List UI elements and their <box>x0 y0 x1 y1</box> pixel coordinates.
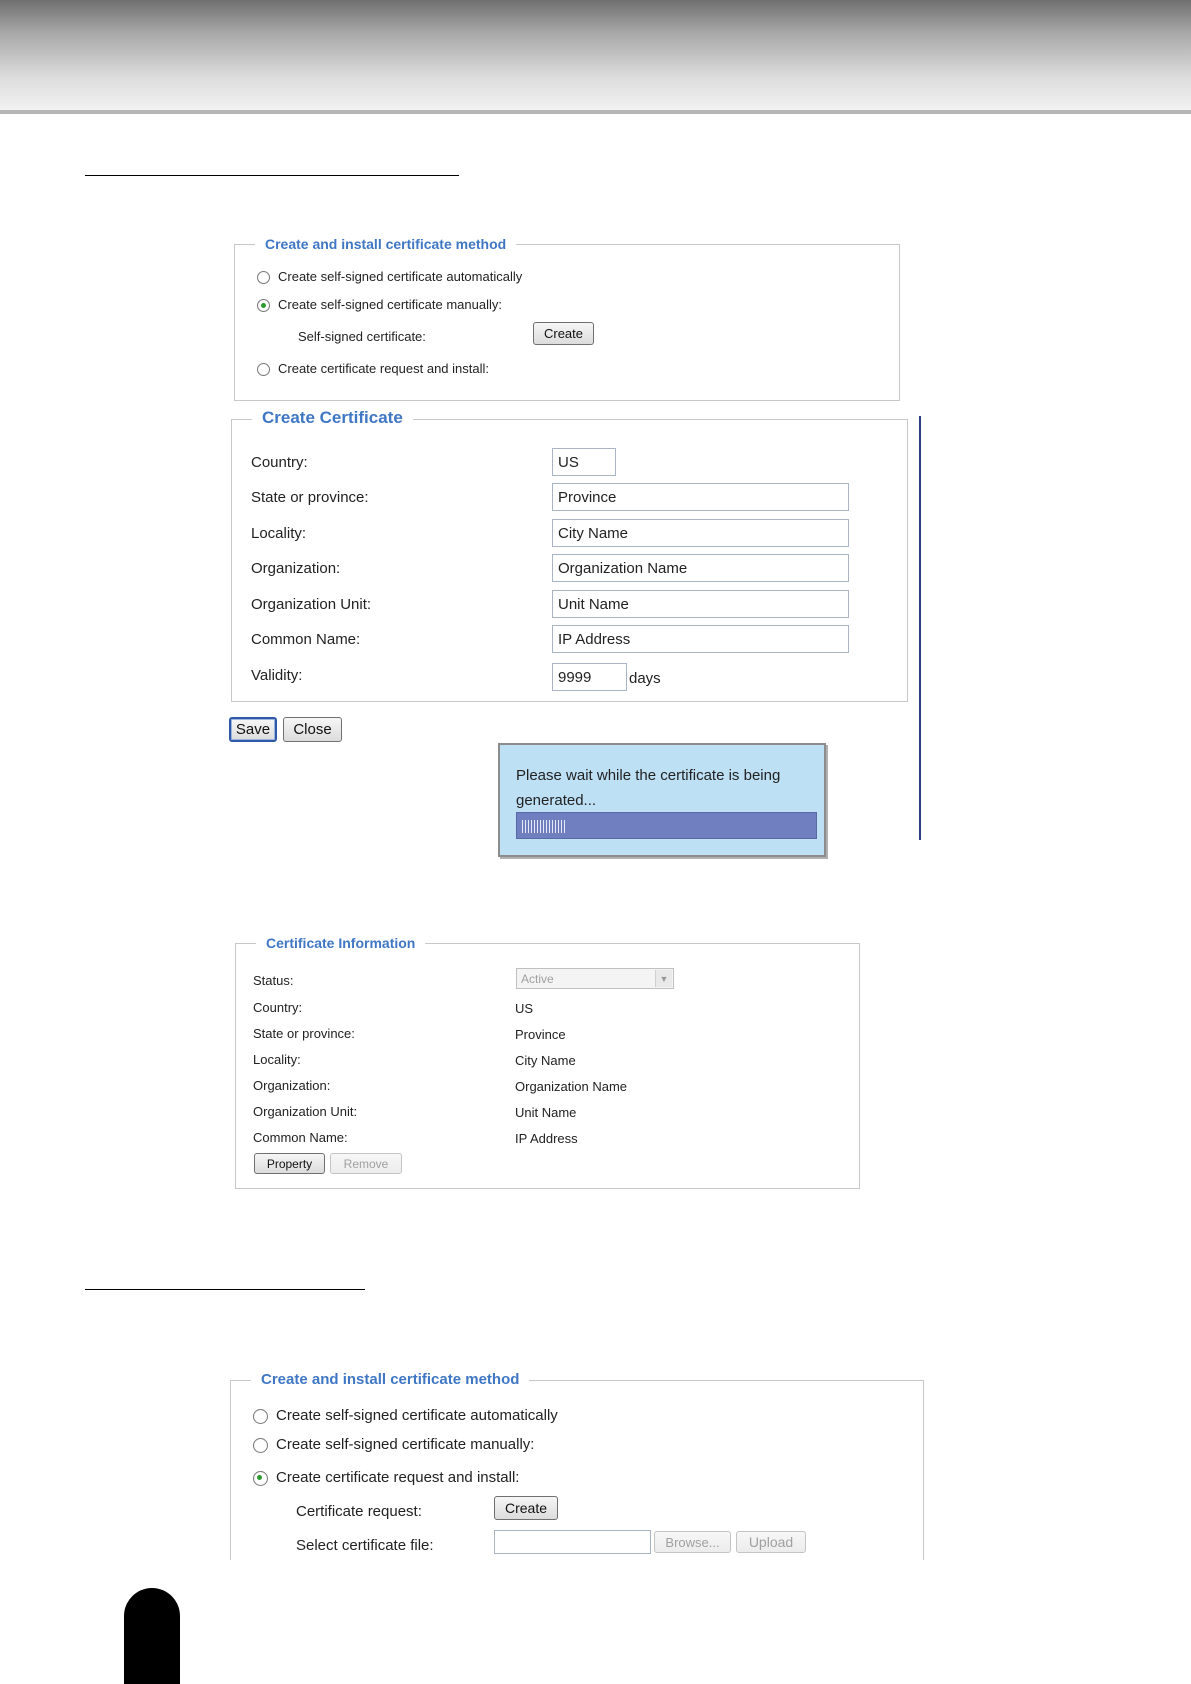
close-button[interactable]: Close <box>283 717 342 742</box>
save-button[interactable]: Save <box>229 717 277 742</box>
organization-label: Organization: <box>251 560 341 577</box>
validity-label: Validity: <box>251 667 303 684</box>
radio-manual[interactable] <box>253 1436 534 1454</box>
radio-auto[interactable] <box>257 269 522 285</box>
create-self-signed-button[interactable]: Create <box>533 322 594 345</box>
method-legend: Create and install certificate method <box>255 235 516 253</box>
radio-request-label: Create certificate request and install: <box>276 1469 520 1486</box>
info-row-value: Organization Name <box>515 1079 627 1094</box>
info-row-label: Country: <box>253 1000 303 1015</box>
progress-dialog <box>498 743 826 857</box>
certificate-file-field[interactable] <box>494 1530 651 1554</box>
radio-request-label: Create certificate request and install: <box>278 361 489 376</box>
state-field[interactable]: Province <box>552 483 849 511</box>
info-row-label: State or province: <box>253 1026 355 1041</box>
info-row-value: IP Address <box>515 1131 578 1146</box>
status-label: Status: <box>253 973 294 988</box>
radio-auto-label: Create self-signed certificate automatically <box>278 269 523 284</box>
method-fieldset <box>234 236 900 401</box>
radio-button-checked[interactable] <box>253 1471 268 1486</box>
create-certificate-legend: Create Certificate <box>252 408 413 428</box>
section-heading-rule <box>85 175 459 176</box>
country-label: Country: <box>251 454 308 471</box>
radio-button[interactable] <box>257 363 270 376</box>
status-select-value: Active <box>521 971 554 986</box>
page-header-divider <box>0 110 1191 114</box>
radio-button[interactable] <box>253 1409 268 1424</box>
state-label: State or province: <box>251 489 369 506</box>
self-signed-label: Self-signed certificate: <box>298 329 426 344</box>
validity-field[interactable]: 9999 <box>552 663 627 691</box>
method-legend: Create and install certificate method <box>251 1371 529 1389</box>
progress-message: Please wait while the certificate is being generated... <box>516 767 781 809</box>
property-button[interactable]: Property <box>254 1153 325 1174</box>
progress-bar-fill <box>522 820 565 833</box>
radio-manual-label: Create self-signed certificate manually: <box>278 297 502 312</box>
vertical-divider <box>919 416 921 840</box>
certificate-info-legend: Certificate Information <box>256 934 425 952</box>
org-unit-field[interactable]: Unit Name <box>552 590 849 618</box>
remove-button[interactable]: Remove <box>330 1153 402 1174</box>
info-row-value: Province <box>515 1027 566 1042</box>
browse-button[interactable]: Browse... <box>654 1531 731 1553</box>
radio-button-checked[interactable] <box>257 299 270 312</box>
certificate-info-fieldset <box>235 935 860 1189</box>
org-unit-label: Organization Unit: <box>251 596 372 613</box>
certificate-request-label: Certificate request: <box>296 1503 422 1520</box>
create-certificate-fieldset <box>231 408 908 702</box>
info-row-label: Organization Unit: <box>253 1104 358 1119</box>
upload-button[interactable]: Upload <box>736 1531 806 1553</box>
info-row-value: US <box>515 1001 534 1016</box>
progress-bar <box>516 812 817 839</box>
info-row-value: City Name <box>515 1053 576 1068</box>
validity-unit-label: days <box>629 670 661 687</box>
radio-auto-label: Create self-signed certificate automatically <box>276 1407 558 1424</box>
radio-request[interactable] <box>257 361 489 377</box>
radio-button[interactable] <box>257 271 270 284</box>
create-request-button[interactable]: Create <box>494 1496 558 1520</box>
common-name-field[interactable]: IP Address <box>552 625 849 653</box>
status-select[interactable] <box>516 968 674 989</box>
radio-button[interactable] <box>253 1438 268 1453</box>
organization-field[interactable]: Organization Name <box>552 554 849 582</box>
locality-label: Locality: <box>251 525 307 542</box>
radio-request[interactable] <box>253 1469 519 1487</box>
info-row-label: Common Name: <box>253 1130 348 1145</box>
country-field[interactable]: US <box>552 448 616 476</box>
page-number-tab <box>124 1588 180 1684</box>
locality-field[interactable]: City Name <box>552 519 849 547</box>
info-row-value: Unit Name <box>515 1105 577 1120</box>
common-name-label: Common Name: <box>251 631 361 648</box>
radio-manual-label: Create self-signed certificate manually: <box>276 1436 535 1453</box>
radio-manual[interactable] <box>257 297 502 313</box>
select-file-label: Select certificate file: <box>296 1537 434 1554</box>
info-row-label: Organization: <box>253 1078 331 1093</box>
section-heading-rule <box>85 1289 365 1290</box>
radio-auto[interactable] <box>253 1407 558 1425</box>
page-header-band <box>0 0 1191 110</box>
chevron-down-icon[interactable]: ▼ <box>655 970 672 987</box>
info-row-label: Locality: <box>253 1052 301 1067</box>
method-fieldset-request <box>230 1371 924 1560</box>
